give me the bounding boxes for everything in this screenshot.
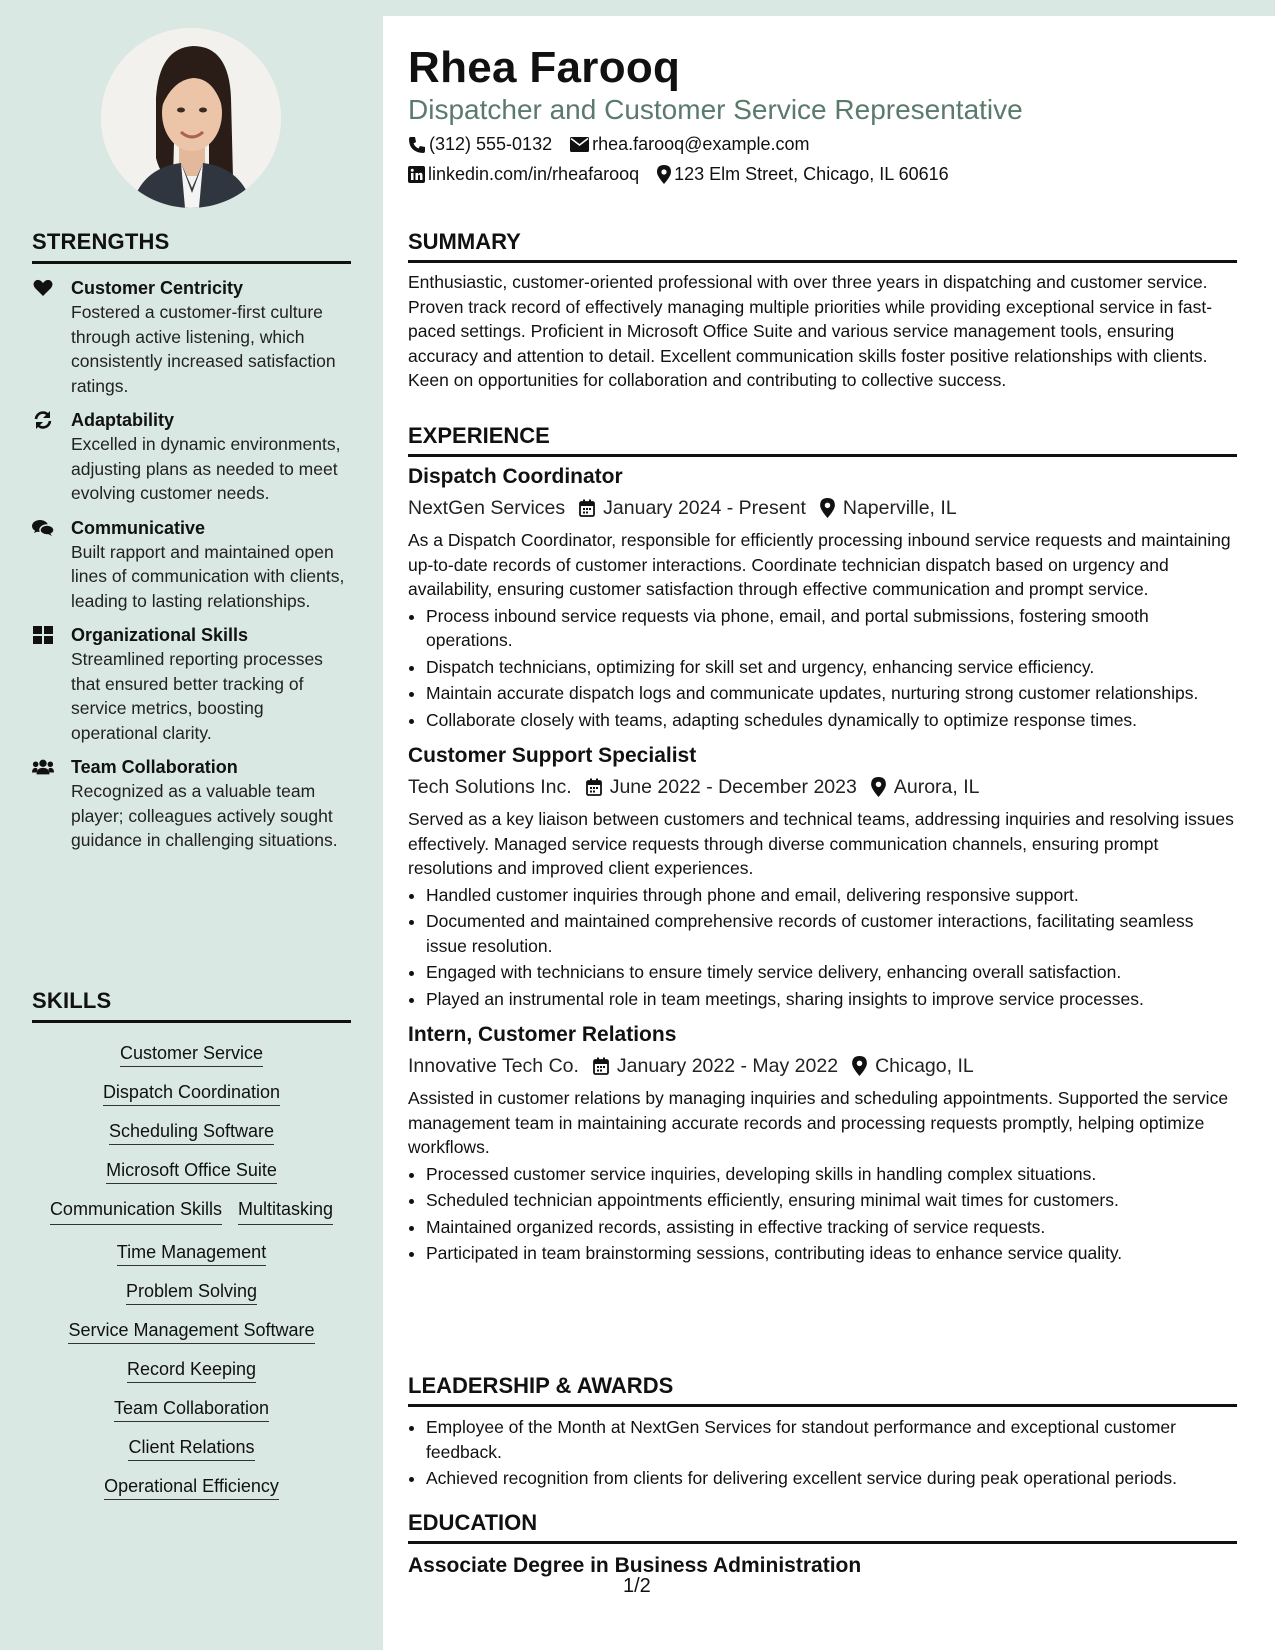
skill-tag: Record Keeping	[127, 1359, 256, 1383]
strength-description: Built rapport and maintained open lines of communication with clients, leading to lasting relationships.	[71, 541, 345, 611]
main-content	[383, 16, 1275, 1650]
strengths-section	[32, 229, 351, 853]
skill-tag: Microsoft Office Suite	[106, 1160, 277, 1184]
strength-description: Streamlined reporting processes that ensured better tracking of service metrics, boosting operational clarity.	[71, 649, 323, 743]
education-heading: EDUCATION	[408, 1510, 1237, 1544]
skill-tag: Service Management Software	[68, 1320, 314, 1344]
bullet-item: • Engaged with technicians to ensure timely service delivery, enhancing overall satisfaction.	[426, 960, 1237, 985]
map-pin-icon	[852, 1056, 867, 1076]
strength-item	[32, 755, 351, 853]
bullet-item: • Process inbound service requests via phone, email, and portal submissions, fostering smooth operations.	[426, 604, 1237, 653]
heart-icon	[32, 278, 54, 298]
bullet-item: • Processed customer service inquiries, developing skills in handling complex situations.	[426, 1162, 1237, 1187]
company-name: Innovative Tech Co.	[408, 1055, 579, 1077]
email-contact[interactable]	[570, 134, 809, 155]
map-pin-icon	[820, 498, 835, 518]
address-contact	[657, 164, 949, 185]
leadership-heading: LEADERSHIP & AWARDS	[408, 1373, 1237, 1407]
location-text: Naperville, IL	[842, 497, 957, 519]
summary-heading: SUMMARY	[408, 229, 1237, 263]
address-text: 123 Elm Street, Chicago, IL 60616	[674, 164, 949, 184]
bullet-item: • Achieved recognition from clients for delivering excellent service during peak operational periods.	[426, 1466, 1237, 1491]
skills-heading: SKILLS	[32, 988, 351, 1023]
job-dates	[593, 1053, 838, 1079]
sidebar	[0, 0, 383, 1650]
job-bullets	[408, 883, 1237, 1012]
job-meta	[408, 495, 1237, 521]
summary-section	[408, 229, 1237, 393]
job-bullets	[408, 604, 1237, 733]
bullet-item: • Maintain accurate dispatch logs and communicate updates, nurturing strong customer relationships.	[426, 681, 1237, 706]
job-dates	[579, 495, 806, 521]
users-icon	[32, 757, 54, 777]
linkedin-contact[interactable]	[408, 164, 639, 185]
skill-tag: Time Management	[117, 1242, 266, 1266]
bullet-item: • Played an instrumental role in team meetings, sharing insights to improve service processes.	[426, 987, 1237, 1012]
skill-tag: Problem Solving	[126, 1281, 257, 1305]
phone-contact	[408, 134, 552, 155]
strength-item	[32, 516, 351, 614]
bullet-item: • Handled customer inquiries through phone and email, delivering responsive support.	[426, 883, 1237, 908]
skill-tag: Operational Efficiency	[104, 1476, 279, 1500]
strength-title: Communicative	[71, 517, 206, 538]
bullet-item: • Collaborate closely with teams, adapting schedules dynamically to optimize response times.	[426, 708, 1237, 733]
calendar-icon	[586, 778, 602, 796]
strength-title: Adaptability	[71, 410, 175, 430]
skill-tag: Communication Skills	[50, 1197, 222, 1225]
job-dates	[586, 774, 857, 800]
skill-tag: Dispatch Coordination	[103, 1082, 280, 1106]
contact-row-1	[408, 134, 827, 155]
job-title: Dispatch Coordinator	[408, 465, 623, 488]
job-entry	[408, 742, 1237, 1011]
job-bullets	[408, 1162, 1237, 1266]
strength-item	[32, 276, 351, 398]
skills-section	[32, 988, 351, 1498]
job-title: Intern, Customer Relations	[408, 1023, 677, 1046]
refresh-icon	[32, 410, 54, 430]
job-description: Served as a key liaison between customers and technical teams, addressing inquiries and resolving issues effectively. Managed service requests through diverse communication channels, ensuring prompt resolutions and improved client experiences.	[408, 809, 1234, 878]
job-entry	[408, 463, 1237, 732]
skill-tag: Client Relations	[128, 1437, 254, 1461]
location-text: Chicago, IL	[875, 1055, 974, 1077]
contact-row-2	[408, 164, 967, 185]
job-entry	[408, 1021, 1237, 1266]
bullet-item: • Participated in team brainstorming sessions, contributing ideas to enhance service quality.	[426, 1241, 1237, 1266]
job-location	[820, 495, 957, 521]
job-description: As a Dispatch Coordinator, responsible for efficiently processing inbound service requests and maintaining up-to-date records of customer interactions. Coordinate technician dispatch based on urgency and availability, ensuring customer satisfaction through effective communication and prompt service.	[408, 530, 1231, 599]
bullet-item: • Maintained organized records, assisting in effective tracking of service requests.	[426, 1215, 1237, 1240]
job-meta	[408, 1053, 1237, 1079]
bullet-item: • Documented and maintained comprehensive records of customer interactions, facilitating seamless issue resolution.	[426, 909, 1237, 958]
strength-title: Organizational Skills	[71, 625, 249, 645]
calendar-icon	[593, 1057, 609, 1075]
bullet-item: • Dispatch technicians, optimizing for skill set and urgency, enhancing service efficiency.	[426, 655, 1237, 680]
map-pin-icon	[657, 165, 671, 184]
map-pin-icon	[871, 777, 886, 797]
linkedin-icon	[408, 166, 425, 183]
degree-title: Associate Degree in Business Administration	[408, 1554, 862, 1577]
location-text: Aurora, IL	[893, 776, 980, 798]
job-meta	[408, 774, 1237, 800]
comments-icon	[32, 518, 54, 538]
strength-description: Excelled in dynamic environments, adjusting plans as needed to meet evolving customer needs.	[71, 434, 341, 503]
page-number: 1/2	[623, 1575, 651, 1597]
leadership-section	[408, 1373, 1237, 1493]
leadership-bullets	[408, 1415, 1237, 1491]
phone-icon	[408, 136, 426, 154]
job-location	[871, 774, 980, 800]
dates-text: June 2022 - December 2023	[609, 776, 857, 798]
strength-item	[32, 408, 351, 506]
strength-description: Fostered a customer-first culture through active listening, which consistently increased satisfaction ratings.	[71, 302, 336, 396]
education-section	[408, 1510, 1237, 1580]
calendar-icon	[579, 499, 595, 517]
job-location	[852, 1053, 974, 1079]
strength-item	[32, 623, 351, 745]
strengths-heading: STRENGTHS	[32, 229, 351, 264]
skill-tag: Team Collaboration	[114, 1398, 269, 1422]
company-name: Tech Solutions Inc.	[408, 776, 572, 798]
bullet-item: • Employee of the Month at NextGen Services for standout performance and exceptional customer feedback.	[426, 1415, 1237, 1464]
job-title: Customer Support Specialist	[408, 744, 697, 767]
grid-icon	[32, 625, 54, 645]
profile-photo	[101, 28, 281, 208]
candidate-role: Dispatcher and Customer Service Representative	[408, 94, 1023, 125]
strength-description: Recognized as a valuable team player; colleagues actively sought guidance in challenging situations.	[71, 781, 338, 850]
summary-text: Enthusiastic, customer-oriented professional with over three years in dispatching and customer service. Proven track record of effectively managing multiple priorities while providing exceptional service in fast-paced settings. Proficient in Microsoft Office Suite and various service management tools, ensuring accuracy and attention to detail. Excellent communication skills foster positive relationships with clients. Keen on opportunities for collaboration and contributing to collective success.	[408, 272, 1213, 390]
skill-tag: Customer Service	[120, 1043, 263, 1067]
experience-heading: EXPERIENCE	[408, 423, 1237, 457]
skill-tag: Multitasking	[238, 1197, 333, 1225]
experience-section	[408, 423, 1237, 1268]
strength-title: Customer Centricity	[71, 278, 244, 298]
bullet-item: • Scheduled technician appointments efficiently, ensuring minimal wait times for customers.	[426, 1188, 1237, 1213]
candidate-name: Rhea Farooq	[408, 43, 681, 92]
envelope-icon	[570, 137, 589, 152]
skills-list	[32, 1041, 351, 1498]
email-text[interactable]: rhea.farooq@example.com	[592, 134, 810, 154]
phone-text: (312) 555-0132	[429, 134, 553, 154]
dates-text: January 2024 - Present	[603, 497, 806, 519]
dates-text: January 2022 - May 2022	[616, 1055, 839, 1077]
skill-tag: Scheduling Software	[109, 1121, 274, 1145]
company-name: NextGen Services	[408, 497, 566, 519]
job-description: Assisted in customer relations by managing inquiries and scheduling appointments. Supported the service management team in maintaining accurate records and processing requests promptly, helping optimize workflows.	[408, 1088, 1229, 1157]
strength-title: Team Collaboration	[71, 757, 238, 777]
linkedin-text[interactable]: linkedin.com/in/rheafarooq	[428, 164, 640, 184]
